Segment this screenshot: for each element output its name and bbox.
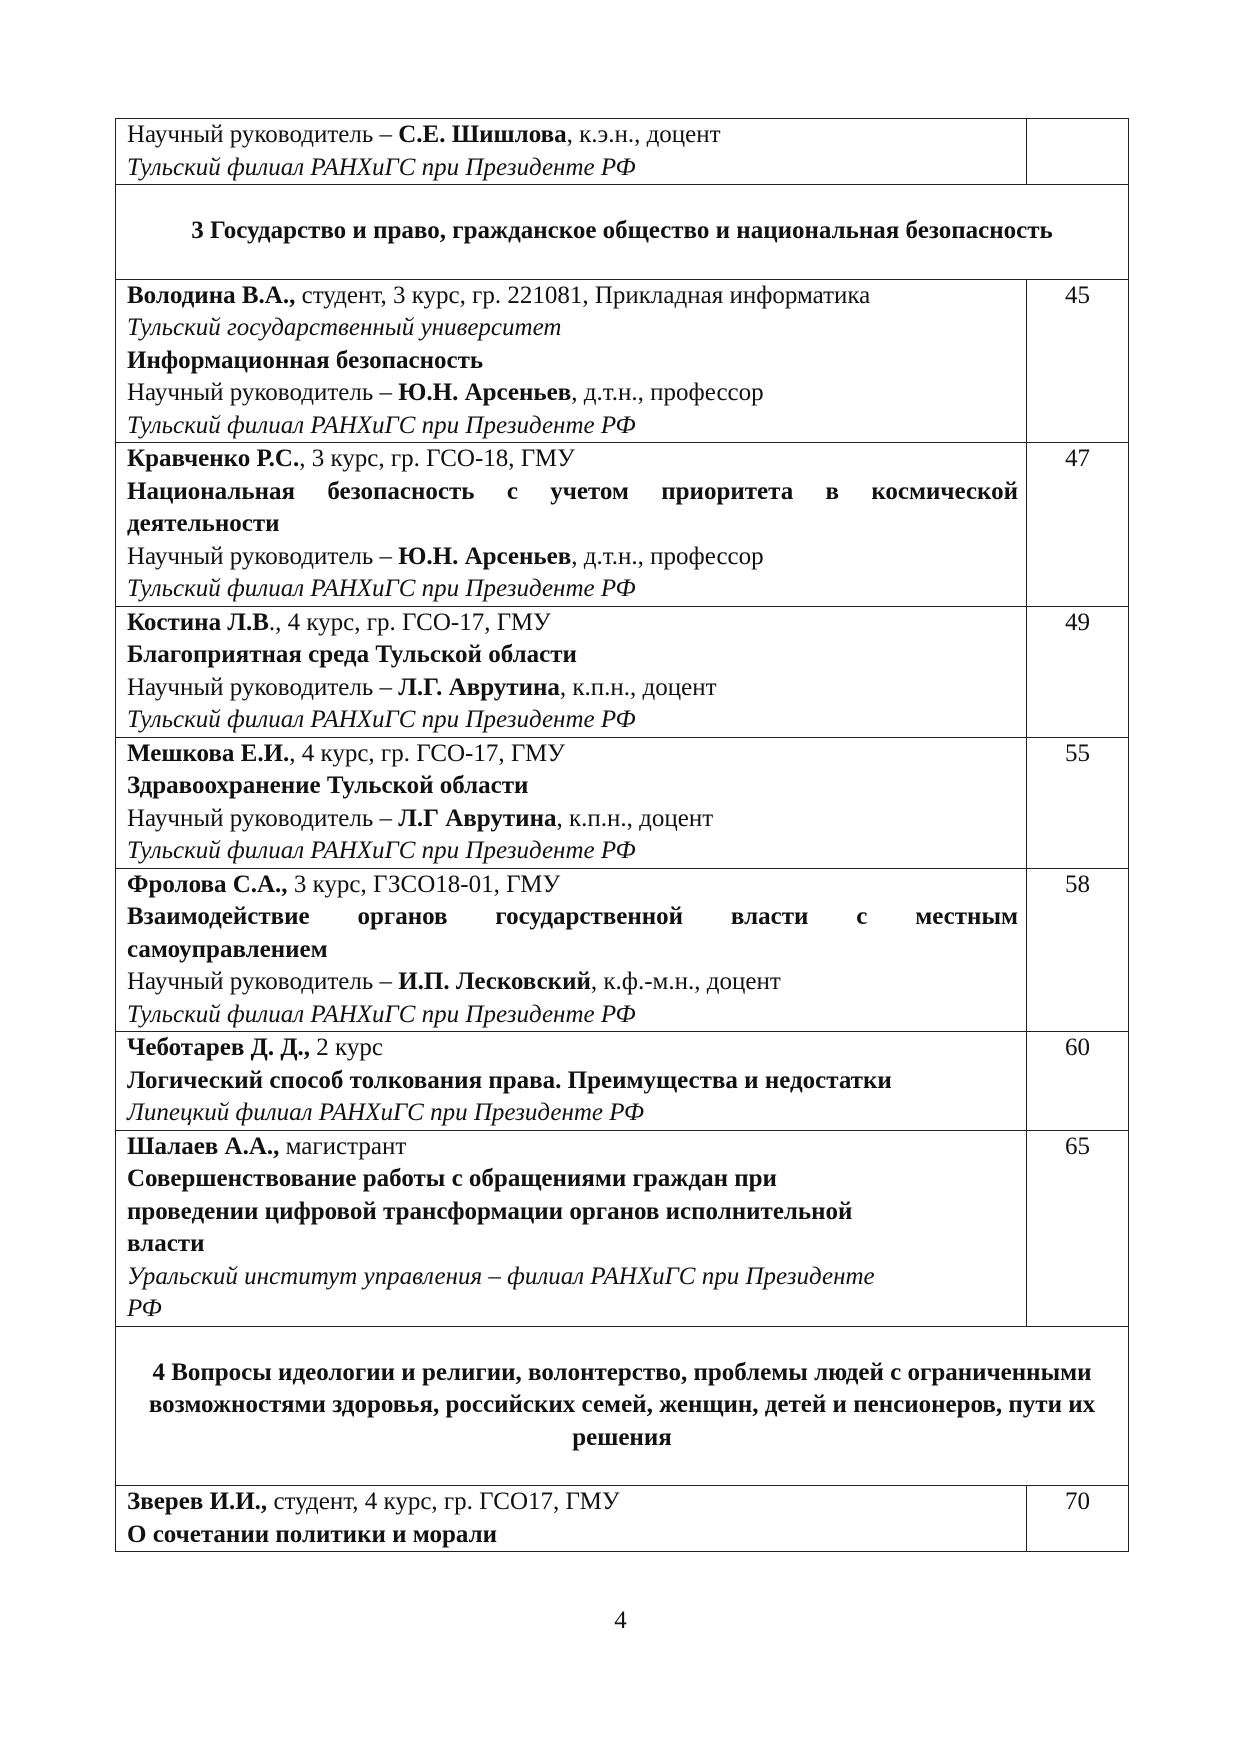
author-name: Шалаев А.А., (127, 1132, 280, 1160)
organization: Тульский филиал РАНХиГС при Президенте РФ (127, 153, 636, 181)
entry-text (116, 1032, 1027, 1131)
advisor-name: И.П. Лесковский (398, 968, 591, 995)
page-number-cell: 70 (1027, 1486, 1129, 1552)
page-number-cell: 49 (1027, 606, 1129, 737)
organization-continued: РФ (127, 1295, 162, 1322)
paper-title-continued: власти (127, 1230, 205, 1257)
advisor-degree: , к.п.н., доцент (559, 673, 717, 701)
paper-title: Совершенствование работы с обращениями граждан при (127, 1165, 777, 1192)
author-info: ., 4 курс, гр. ГСО-17, ГМУ (268, 608, 551, 636)
organization: Тульский филиал РАНХиГС при Президенте РФ (127, 706, 636, 733)
entry-text (116, 868, 1027, 1032)
section-heading-row (116, 1326, 1129, 1486)
entry-text (116, 443, 1027, 607)
author-name: Чеботарев Д. Д., (127, 1034, 311, 1061)
page-number-cell: 65 (1027, 1130, 1129, 1326)
paper-title: Здравоохранение Тульской области (127, 772, 529, 799)
author-name: Фролова С.А., (127, 870, 288, 898)
page-number-cell: 58 (1027, 868, 1129, 1032)
advisor-degree: , д.т.н., профессор (571, 379, 764, 406)
advisor-degree: , к.ф.-м.н., доцент (590, 968, 781, 995)
author-info: студент, 4 курс, гр. ГСО17, ГМУ (267, 1488, 620, 1515)
paper-title-continued: проведении цифровой трансформации органов исполнительной (127, 1197, 853, 1225)
entry-text (116, 1130, 1027, 1326)
advisor-label: Научный руководитель – (127, 542, 399, 570)
author-info: 3 курс, ГЗСО18-01, ГМУ (287, 870, 561, 898)
organization: Уральский институт управления – филиал РАНХиГС при Президенте (127, 1262, 875, 1290)
toc-entry (116, 119, 1129, 185)
paper-title: Национальная безопасность с учетом приоритета в космической (127, 477, 1018, 505)
entry-text (116, 737, 1027, 868)
author-info: , 4 курс, гр. ГСО-17, ГМУ (289, 739, 565, 767)
section-heading-row (116, 185, 1129, 280)
page-number: 4 (614, 1607, 627, 1634)
paper-title-continued: самоуправлением (127, 935, 328, 963)
section-title: 4 Вопросы идеологии и религии, волонтерство, проблемы людей с ограниченными возможностями здоровья, российских семей, женщин, детей и пенсионеров, пути их решения (116, 1326, 1129, 1486)
toc-entry (116, 1032, 1129, 1131)
author-name: Зверев И.И., (127, 1488, 268, 1515)
advisor-degree: , д.т.н., профессор (571, 542, 764, 570)
page-number-cell: 60 (1027, 1032, 1129, 1131)
entry-text (116, 1486, 1027, 1552)
toc-entry (116, 1130, 1129, 1326)
author-name: Володина В.А., (127, 281, 296, 309)
advisor-name: Л.Г Аврутина (398, 804, 557, 832)
toc-entry (116, 606, 1129, 737)
author-info: магистрант (279, 1132, 407, 1160)
paper-title: Информационная безопасность (127, 346, 484, 374)
advisor-name: Ю.Н. Арсеньев (398, 542, 572, 570)
entry-text (116, 606, 1027, 737)
advisor-label: Научный руководитель – (127, 968, 399, 995)
paper-title: О сочетании политики и морали (127, 1520, 498, 1548)
toc-entry (116, 279, 1129, 443)
organization: Тульский филиал РАНХиГС при Президенте РФ (127, 575, 636, 602)
page-number-cell: 45 (1027, 279, 1129, 443)
page-cell (1027, 119, 1129, 185)
paper-title: Благоприятная среда Тульской области (127, 641, 577, 668)
author-name: Кравченко Р.С. (127, 445, 300, 472)
author-info: студент, 3 курс, гр. 221081, Прикладная информатика (295, 281, 871, 309)
entry-text (116, 279, 1027, 443)
advisor-label: Научный руководитель – (127, 673, 399, 701)
organization: Тульский филиал РАНХиГС при Президенте РФ (127, 411, 636, 439)
table-of-contents (115, 118, 1129, 1552)
advisor-label: Научный руководитель – (127, 379, 399, 406)
author-info: 2 курс (310, 1034, 383, 1061)
entry-text (116, 119, 1027, 185)
advisor-degree: , к.п.н., доцент (556, 804, 714, 832)
toc-entry (116, 443, 1129, 607)
page-number-cell: 55 (1027, 737, 1129, 868)
toc-entry (116, 737, 1129, 868)
author-info: , 3 курс, гр. ГСО-18, ГМУ (299, 445, 575, 472)
organization: Липецкий филиал РАНХиГС при Президенте РФ (127, 1099, 644, 1126)
page-number-cell: 47 (1027, 443, 1129, 607)
section-title: 3 Государство и право, гражданское общество и национальная безопасность (116, 185, 1129, 280)
advisor-name: Ю.Н. Арсеньев (398, 379, 572, 406)
advisor-name: С.Е. Шишлова (398, 121, 567, 148)
author-organization: Тульский государственный университет (127, 314, 562, 341)
author-name: Костина Л.В (127, 608, 269, 636)
author-name: Мешкова Е.И. (127, 739, 290, 767)
toc-entry (116, 868, 1129, 1032)
advisor-name: Л.Г. Аврутина (398, 673, 560, 701)
paper-title: Взаимодействие органов государственной власти с местным (127, 903, 1018, 930)
paper-title-continued: деятельности (127, 510, 280, 537)
organization: Тульский филиал РАНХиГС при Президенте РФ (127, 1000, 636, 1028)
paper-title: Логический способ толкования права. Преимущества и недостатки (127, 1066, 892, 1094)
advisor-label: Научный руководитель – (127, 121, 399, 148)
advisor-degree: , к.э.н., доцент (566, 121, 721, 148)
advisor-label: Научный руководитель – (127, 804, 399, 832)
organization: Тульский филиал РАНХиГС при Президенте РФ (127, 837, 636, 864)
toc-entry (116, 1486, 1129, 1552)
